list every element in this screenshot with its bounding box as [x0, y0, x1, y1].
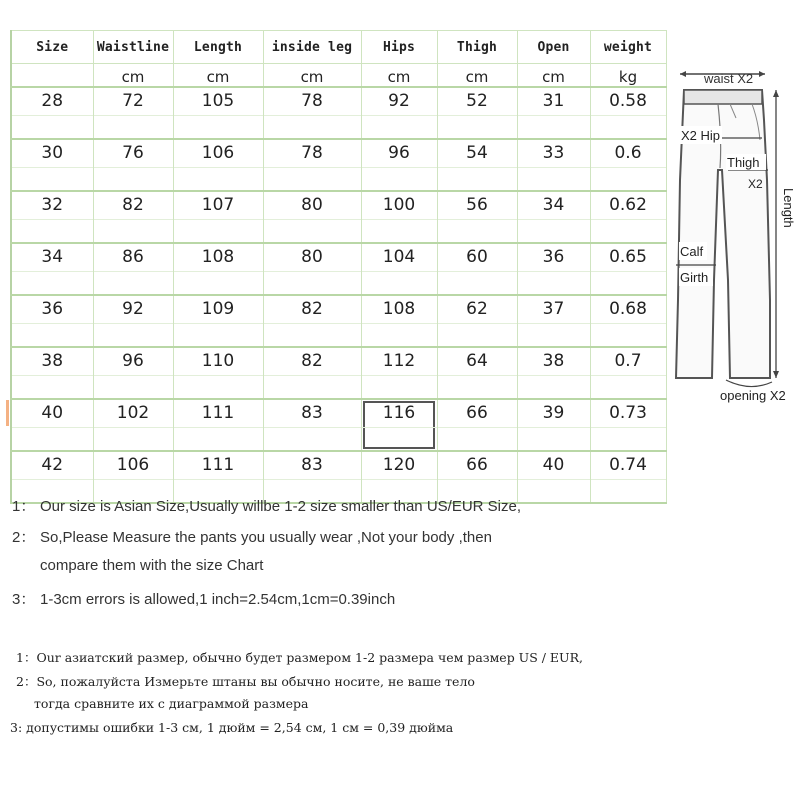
- cell-value: 80: [301, 247, 323, 267]
- cell-value: 64: [466, 351, 488, 371]
- cell-value: 0.62: [609, 195, 647, 215]
- cell-value: 34: [41, 247, 64, 267]
- cell-value: 82: [122, 195, 144, 215]
- note-en-3: [12, 588, 521, 619]
- cell-value: 83: [301, 455, 323, 475]
- selected-cell-hips[interactable]: [361, 399, 437, 451]
- cell-thigh: [437, 243, 517, 295]
- cell-size: [11, 191, 93, 243]
- table-row: [11, 139, 666, 191]
- cell-weight: [590, 399, 666, 451]
- cell-waistline: [93, 295, 173, 347]
- cell-size: [11, 399, 93, 451]
- cell-value: 34: [542, 195, 565, 215]
- cell-waistline: [93, 399, 173, 451]
- note-en-3-text: 1-3cm errors is allowed,1 inch=2.54cm,1cm=0.39inch: [40, 591, 396, 608]
- cell-value: 52: [466, 91, 488, 111]
- cell-value: 111: [201, 455, 235, 475]
- hip-label: X2 Hip: [681, 128, 721, 143]
- cell-value: 96: [388, 143, 410, 163]
- calf-label: Calf: [680, 244, 704, 259]
- cell-waistline: [93, 347, 173, 399]
- waist-arrow-left: [680, 71, 686, 77]
- cell-value: 108: [382, 299, 416, 319]
- cell-value: 96: [122, 351, 144, 371]
- cell-length: [173, 295, 263, 347]
- cell-value: 106: [201, 143, 235, 163]
- cell-value: 82: [301, 299, 323, 319]
- cell-waistline: [93, 243, 173, 295]
- cell-inside-leg: [263, 399, 361, 451]
- note-en-1-number: 1：: [12, 498, 36, 515]
- cell-value: 0.68: [609, 299, 647, 319]
- cell-open: [517, 243, 590, 295]
- cell-value: 32: [41, 195, 64, 215]
- cell-value: 92: [122, 299, 144, 319]
- col-header-inside-leg: inside leg: [263, 31, 361, 64]
- cell-value: 116: [382, 403, 416, 423]
- cell-value: 107: [201, 195, 235, 215]
- cell-length: [173, 87, 263, 139]
- cell-value: 100: [382, 195, 416, 215]
- size-chart: [10, 30, 665, 475]
- cell-value: 66: [466, 403, 488, 423]
- col-header-weight: weight: [590, 31, 666, 64]
- cell-value: 54: [466, 143, 488, 163]
- table-row: [11, 191, 666, 243]
- cell-hips: [361, 243, 437, 295]
- cell-value: 0.74: [609, 455, 647, 475]
- table-row: [11, 87, 666, 139]
- note-en-2-continued: [12, 557, 521, 588]
- note-en-3-number: 3：: [12, 591, 36, 608]
- cell-value: 33: [542, 143, 565, 163]
- table-row: [11, 295, 666, 347]
- cell-value: 31: [542, 91, 565, 111]
- cell-value: 40: [542, 455, 565, 475]
- cell-value: 56: [466, 195, 488, 215]
- waist-arrow-right: [759, 71, 765, 77]
- cell-value: 104: [382, 247, 416, 267]
- col-header-thigh: Thigh: [437, 31, 517, 64]
- cell-value: 92: [388, 91, 410, 111]
- note-ru-1: 1：Our азиатский размер, обычно будет размером 1-2 размера чем размер US / EUR,: [16, 650, 583, 665]
- cell-size: [11, 243, 93, 295]
- cell-value: 37: [542, 299, 565, 319]
- length-arrow-top: [773, 90, 779, 97]
- row-marker: [6, 400, 9, 426]
- cell-inside-leg: [263, 347, 361, 399]
- cell-length: [173, 399, 263, 451]
- cell-value: 28: [41, 91, 64, 111]
- cell-value: 39: [542, 403, 565, 423]
- note-en-2-cont-text: compare them with the size Chart: [40, 557, 264, 574]
- col-header-length: Length: [173, 31, 263, 64]
- note-ru-3: 3: допустимы ошибки 1-3 см, 1 дюйм = 2,54 см, 1 см = 0,39 дюйма: [10, 720, 454, 735]
- unit-waistline: cm: [93, 64, 173, 88]
- col-header-hips: Hips: [361, 31, 437, 64]
- cell-length: [173, 191, 263, 243]
- cell-value: 78: [301, 91, 323, 111]
- cell-value: 76: [122, 143, 144, 163]
- cell-size: [11, 347, 93, 399]
- cell-value: 108: [201, 247, 235, 267]
- unit-weight: kg: [590, 64, 666, 88]
- cell-waistline: [93, 191, 173, 243]
- cell-weight: [590, 139, 666, 191]
- unit-hips: cm: [361, 64, 437, 88]
- header-row: [11, 31, 666, 64]
- girth-label: Girth: [680, 270, 709, 285]
- unit-thigh: cm: [437, 64, 517, 88]
- cell-weight: [590, 347, 666, 399]
- cell-value: 62: [466, 299, 488, 319]
- pants-waistband: [684, 90, 762, 104]
- opening-measure-line: [726, 380, 772, 387]
- cell-hips: [361, 347, 437, 399]
- table-row: [11, 243, 666, 295]
- cell-hips: [361, 295, 437, 347]
- cell-inside-leg: [263, 191, 361, 243]
- cell-open: [517, 399, 590, 451]
- cell-value: 0.6: [614, 143, 642, 163]
- note-ru-2-continued: тогда сравните их с диаграммой размера: [34, 696, 309, 711]
- cell-value: 38: [542, 351, 565, 371]
- cell-value: 82: [301, 351, 323, 371]
- cell-value: 86: [122, 247, 144, 267]
- cell-hips: [361, 139, 437, 191]
- cell-value: 66: [466, 455, 488, 475]
- cell-open: [517, 451, 590, 503]
- cell-value: 0.7: [614, 351, 642, 371]
- cell-weight: [590, 191, 666, 243]
- cell-value: 0.73: [609, 403, 647, 423]
- cell-open: [517, 87, 590, 139]
- cell-value: 36: [41, 299, 64, 319]
- cell-thigh: [437, 191, 517, 243]
- cell-value: 102: [116, 403, 150, 423]
- cell-value: 106: [116, 455, 150, 475]
- cell-size: [11, 139, 93, 191]
- cell-value: 112: [382, 351, 416, 371]
- cell-thigh: [437, 295, 517, 347]
- cell-open: [517, 295, 590, 347]
- waist-label: waist X2: [704, 71, 754, 86]
- table-row: [11, 347, 666, 399]
- cell-inside-leg: [263, 243, 361, 295]
- note-ru-2: 2：So, пожалуйста Измерьте штаны вы обычно носите, не ваше тело: [16, 674, 475, 689]
- thigh-x2-label: X2: [748, 177, 763, 191]
- note-en-2-text: So,Please Measure the pants you usually wear ,Not your body ,then: [40, 529, 492, 546]
- unit-length: cm: [173, 64, 263, 88]
- table-row: [11, 399, 666, 451]
- cell-thigh: [437, 347, 517, 399]
- cell-hips: [361, 87, 437, 139]
- cell-value: 111: [201, 403, 235, 423]
- note-en-1-text: Our size is Asian Size,Usually willbe 1-2 size smaller than US/EUR Size,: [40, 498, 522, 515]
- cell-value: 40: [41, 403, 64, 423]
- cell-length: [173, 243, 263, 295]
- cell-hips: [361, 191, 437, 243]
- cell-length: [173, 347, 263, 399]
- cell-open: [517, 139, 590, 191]
- pants-measurement-diagram: [670, 60, 795, 420]
- cell-thigh: [437, 399, 517, 451]
- pants-diagram-svg: [670, 60, 795, 420]
- thigh-label: Thigh: [727, 155, 760, 170]
- length-label: Length: [781, 188, 795, 228]
- col-header-size: Size: [11, 31, 93, 64]
- notes-english: [12, 495, 521, 619]
- cell-value: 83: [301, 403, 323, 423]
- cell-value: 120: [382, 455, 416, 475]
- cell-length: [173, 139, 263, 191]
- cell-open: [517, 191, 590, 243]
- unit-inside-leg: cm: [263, 64, 361, 88]
- cell-value: 105: [201, 91, 235, 111]
- cell-inside-leg: [263, 139, 361, 191]
- col-header-waistline: Waistline: [93, 31, 173, 64]
- unit-open: cm: [517, 64, 590, 88]
- units-row: [11, 64, 666, 88]
- cell-size: [11, 87, 93, 139]
- cell-value: 78: [301, 143, 323, 163]
- cell-value: 110: [201, 351, 235, 371]
- cell-value: 30: [41, 143, 64, 163]
- cell-weight: [590, 451, 666, 503]
- note-en-2: [12, 526, 521, 557]
- cell-value: 109: [201, 299, 235, 319]
- cell-weight: [590, 87, 666, 139]
- cell-inside-leg: [263, 295, 361, 347]
- col-header-open: Open: [517, 31, 590, 64]
- cell-value: 38: [41, 351, 64, 371]
- cell-value: 72: [122, 91, 144, 111]
- note-en-1: [12, 495, 521, 526]
- size-table: [10, 30, 667, 504]
- cell-thigh: [437, 139, 517, 191]
- cell-waistline: [93, 87, 173, 139]
- unit-size: [11, 64, 93, 88]
- cell-value: 60: [466, 247, 488, 267]
- opening-label: opening X2: [720, 388, 786, 403]
- cell-value: 42: [41, 455, 64, 475]
- cell-waistline: [93, 139, 173, 191]
- cell-inside-leg: [263, 87, 361, 139]
- notes-russian: [10, 648, 583, 744]
- cell-value: 36: [542, 247, 565, 267]
- cell-value: 80: [301, 195, 323, 215]
- cell-value: 0.58: [609, 91, 647, 111]
- cell-weight: [590, 243, 666, 295]
- cell-thigh: [437, 87, 517, 139]
- cell-open: [517, 347, 590, 399]
- note-en-2-number: 2：: [12, 529, 36, 546]
- cell-weight: [590, 295, 666, 347]
- length-arrow-bottom: [773, 371, 779, 378]
- cell-value: 0.65: [609, 247, 647, 267]
- cell-size: [11, 295, 93, 347]
